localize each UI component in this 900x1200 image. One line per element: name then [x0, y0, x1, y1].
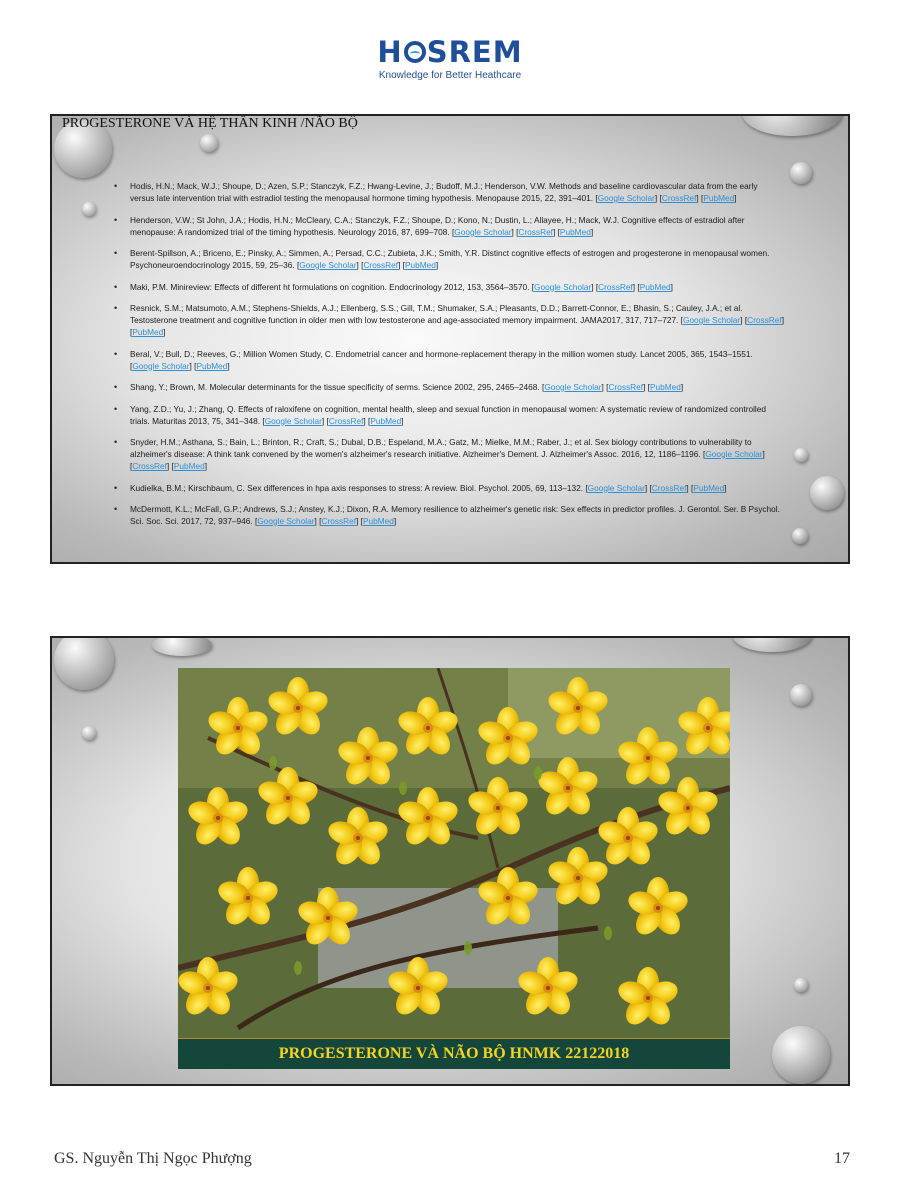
crossref-link[interactable]: CrossRef — [321, 516, 357, 526]
reference-text: Beral, V.; Bull, D.; Reeves, G.; Million Women Study, C. Endometrial cancer and hormone-replacement therapy in the million women study. Lancet 2005, 365, 1543–1551. — [130, 348, 753, 359]
water-drop-icon — [152, 636, 212, 656]
water-drop-icon — [82, 726, 96, 740]
google-scholar-link[interactable]: Google Scholar — [597, 193, 655, 203]
water-drop-icon — [732, 636, 812, 652]
water-drop-icon — [790, 162, 812, 184]
reference-text: Kudielka, B.M.; Kirschbaum, C. Sex differences in hpa axis responses to stress: A review. Biol. Psychol. 2005, 69, 113–132. — [130, 482, 586, 493]
reference-item: • Henderson, V.W.; St John, J.A.; Hodis, H.N.; McCleary, C.A.; Stanczyk, F.Z.; Shoupe, D.; Kono, N.; Dustin, L.; Allayee, H.; Mack, W.J. Cognitive effects of estradiol after menopause: A randomized trial of the timing hypothesis. Neurology 2016, 87, 699–708. [Google Scholar] [CrossRef] [PubMed] — [114, 214, 784, 238]
pubmed-link[interactable]: PubMed — [559, 226, 591, 237]
slide-photo — [50, 636, 850, 1086]
hosrem-logo — [340, 36, 560, 81]
reference-item: • Berent-Spillson, A.; Briceno, E.; Pinsky, A.; Simmen, A.; Persad, C.C.; Zubieta, J.K.; Smith, Y.R. Distinct cognitive effects of estrogen and progesterone in menopausal women. Psychoneuroendocrinology 2015, 59, 25–36. [Google Scholar] [CrossRef] [PubMed] — [114, 247, 784, 271]
crossref-link[interactable]: CrossRef — [518, 226, 553, 237]
reference-text: Yang, Z.D.; Yu, J.; Zhang, Q. Effects of raloxifene on cognition, mental health, sleep and sexual function in menopausal women: A systematic review of randomized controlled trials. Maturitas 2013, 75, 341–348. — [130, 403, 766, 426]
crossref-link[interactable]: CrossRef — [608, 382, 644, 392]
pubmed-link[interactable]: PubMed — [639, 281, 671, 292]
google-scholar-link[interactable]: Google Scholar — [682, 315, 741, 325]
yellow-flowers-illustration — [178, 668, 730, 1038]
reference-item: • Yang, Z.D.; Yu, J.; Zhang, Q. Effects of raloxifene on cognition, mental health, sleep and sexual function in menopausal women: A systematic review of randomized controlled trials. Maturitas 2013, 75, 341–348. [Google Scholar] [CrossRef] [PubMed] — [114, 403, 784, 427]
water-drop-icon — [794, 448, 808, 462]
pubmed-link[interactable]: PubMed — [362, 516, 394, 526]
reference-item: • Beral, V.; Bull, D.; Reeves, G.; Million Women Study, C. Endometrial cancer and hormone-replacement therapy in the million women study. Lancet 2005, 365, 1543–1551. [Google Scholar] [PubMed] — [114, 348, 784, 372]
pubmed-link[interactable]: PubMed — [370, 415, 402, 426]
pubmed-link[interactable]: PubMed — [173, 461, 205, 471]
reference-text: Shang, Y.; Brown, M. Molecular determinants for the tissue specificity of serms. Science 2002, 295, 2465–2468. — [130, 382, 542, 392]
page-number: 17 — [834, 1150, 850, 1167]
pubmed-link[interactable]: PubMed — [693, 482, 725, 493]
water-drop-icon — [200, 134, 218, 152]
crossref-link[interactable]: CrossRef — [328, 415, 364, 426]
google-scholar-link[interactable]: Google Scholar — [132, 360, 190, 371]
water-drop-icon — [82, 202, 96, 216]
reference-item: • Resnick, S.M.; Matsumoto, A.M.; Stephens-Shields, A.J.; Ellenberg, S.S.; Gill, T.M.; Shumaker, S.A.; Pleasants, D.D.; Barrett-Connor, E.; Bhasin, S.; Cauley, J.A.; et al. Testosterone treatment and cognitive function in older men with low testosterone and age-associated memory impairment. JAMA2017, 317, 717–727. [Google Scholar] [CrossRef] [PubMed] — [114, 302, 784, 338]
water-drop-icon — [772, 1026, 830, 1084]
pubmed-link[interactable]: PubMed — [404, 260, 436, 270]
crossref-link[interactable]: CrossRef — [132, 461, 167, 471]
slide-title: PROGESTERONE VÀ HỆ THẦN KINH /NÃO BỘ — [62, 116, 358, 131]
water-drop-icon — [792, 528, 808, 544]
crossref-link[interactable]: CrossRef — [661, 193, 697, 203]
reference-item: • Maki, P.M. Minireview: Effects of different ht formulations on cognition. Endocrinology 2012, 153, 3564–3570. [Google Scholar] [CrossRef] [PubMed] — [114, 281, 784, 293]
pubmed-link[interactable]: PubMed — [132, 327, 164, 337]
google-scholar-link[interactable]: Google Scholar — [534, 281, 592, 292]
reference-text: Hodis, H.N.; Mack, W.J.; Shoupe, D.; Azen, S.P.; Stanczyk, F.Z.; Hwang-Levine, J.; Budoff, M.J.; Henderson, V.W. Methods and baseline cardiovascular data from the early versus late intervention trial with estradiol testing the menopausal hormone timing hypothesis. Menopause 2015, 22, 391–401. — [130, 181, 758, 203]
google-scholar-link[interactable]: Google Scholar — [257, 516, 315, 526]
water-drop-icon — [794, 978, 808, 992]
reference-text: Snyder, H.M.; Asthana, S.; Bain, L.; Brinton, R.; Craft, S.; Dubal, D.B.; Espeland, M.A.; Gatz, M.; Mielke, M.M.; Raber, J.; et al. Sex biology contributions to vulnerability to alzheimer's disease: A think tank convened by the women's alzheimer's research initiative. Alzheimer's Dement. J. Alzheimer's Assoc. 2016, 12, 1186–1196. — [130, 437, 752, 459]
google-scholar-link[interactable]: Google Scholar — [587, 482, 645, 493]
water-drop-icon — [742, 114, 842, 136]
pubmed-link[interactable]: PubMed — [649, 382, 681, 392]
crossref-link[interactable]: CrossRef — [363, 260, 399, 270]
slide-references — [50, 114, 850, 564]
google-scholar-link[interactable]: Google Scholar — [454, 226, 512, 237]
reference-list — [114, 180, 784, 537]
water-drop-icon — [810, 476, 844, 510]
photo-caption: PROGESTERONE VÀ NÃO BỘ HNMK 22122018 — [178, 1038, 730, 1069]
google-scholar-link[interactable]: Google Scholar — [299, 260, 357, 270]
reference-item: • Shang, Y.; Brown, M. Molecular determinants for the tissue specificity of serms. Science 2002, 295, 2465–2468. [Google Scholar] [CrossRef] [PubMed] — [114, 381, 784, 393]
logo-wordmark: H SREM — [377, 35, 523, 69]
reference-text: Berent-Spillson, A.; Briceno, E.; Pinsky, A.; Simmen, A.; Persad, C.C.; Zubieta, J.K.; Smith, Y.R. Distinct cognitive effects of estrogen and progesterone in menopausal women. Psychoneuroendocrinology 2015, 59, 25–36. — [130, 248, 770, 270]
google-scholar-link[interactable]: Google Scholar — [544, 382, 602, 392]
water-drop-icon — [54, 636, 114, 690]
reference-text: Henderson, V.W.; St John, J.A.; Hodis, H.N.; McCleary, C.A.; Stanczyk, F.Z.; Shoupe, D.; Kono, N.; Dustin, L.; Allayee, H.; Mack, W.J. Cognitive effects of estradiol after menopause: A randomized trial of the timing hypothesis. Neurology 2016, 87, 699–708. — [130, 214, 745, 237]
crossref-link[interactable]: CrossRef — [598, 281, 633, 292]
reference-item: • Snyder, H.M.; Asthana, S.; Bain, L.; Brinton, R.; Craft, S.; Dubal, D.B.; Espeland, M.A.; Gatz, M.; Mielke, M.M.; Raber, J.; et al. Sex biology contributions to vulnerability to alzheimer's disease: A think tank convened by the women's alzheimer's research initiative. Alzheimer's Dement. J. Alzheimer's Assoc. 2016, 12, 1186–1196. [Google Scholar] [CrossRef] [PubMed] — [114, 436, 784, 472]
logo-tagline: Knowledge for Better Heathcare — [378, 70, 522, 81]
footer-author: GS. Nguyễn Thị Ngọc Phượng — [54, 1150, 252, 1167]
reference-item: • Hodis, H.N.; Mack, W.J.; Shoupe, D.; Azen, S.P.; Stanczyk, F.Z.; Hwang-Levine, J.; Budoff, M.J.; Henderson, V.W. Methods and baseline cardiovascular data from the early versus late intervention trial with estradiol testing the menopausal hormone timing hypothesis. Menopause 2015, 22, 391–401. [Google Scholar] [CrossRef] [PubMed] — [114, 180, 784, 204]
google-scholar-link[interactable]: Google Scholar — [705, 449, 763, 459]
google-scholar-link[interactable]: Google Scholar — [264, 415, 322, 426]
crossref-link[interactable]: CrossRef — [747, 315, 782, 325]
reference-text: Resnick, S.M.; Matsumoto, A.M.; Stephens-Shields, A.J.; Ellenberg, S.S.; Gill, T.M.; Shumaker, S.A.; Pleasants, D.D.; Barrett-Connor, E.; Bhasin, S.; Cauley, J.A.; et al. Testosterone treatment and cognitive function in older men with low testosterone and age-associated memory impairment. JAMA2017, 317, 717–727. — [130, 303, 743, 325]
reference-text: Maki, P.M. Minireview: Effects of different ht formulations on cognition. Endocrinology 2012, 153, 3564–3570. — [130, 281, 532, 292]
reference-text: McDermott, K.L.; McFall, G.P.; Andrews, S.J.; Anstey, K.J.; Dixon, R.A. Memory resilience to alzheimer's genetic risk: Sex effects in predictor profiles. J. Gerontol. Ser. B Psychol. Sci. Soc. Sci. 2017, 72, 937–946. — [130, 504, 780, 526]
pubmed-link[interactable]: PubMed — [196, 360, 228, 371]
apricot-blossom-photo — [178, 668, 730, 1038]
pubmed-link[interactable]: PubMed — [703, 193, 735, 203]
water-drop-icon — [790, 684, 812, 706]
reference-item: • McDermott, K.L.; McFall, G.P.; Andrews, S.J.; Anstey, K.J.; Dixon, R.A. Memory resilience to alzheimer's genetic risk: Sex effects in predictor profiles. J. Gerontol. Ser. B Psychol. Sci. Soc. Sci. 2017, 72, 937–946. [Google Scholar] [CrossRef] [PubMed] — [114, 503, 784, 527]
logo-o-icon — [404, 41, 426, 63]
reference-item: • Kudielka, B.M.; Kirschbaum, C. Sex differences in hpa axis responses to stress: A review. Biol. Psychol. 2005, 69, 113–132. [Google Scholar] [CrossRef] [PubMed] — [114, 482, 784, 494]
crossref-link[interactable]: CrossRef — [651, 482, 687, 493]
